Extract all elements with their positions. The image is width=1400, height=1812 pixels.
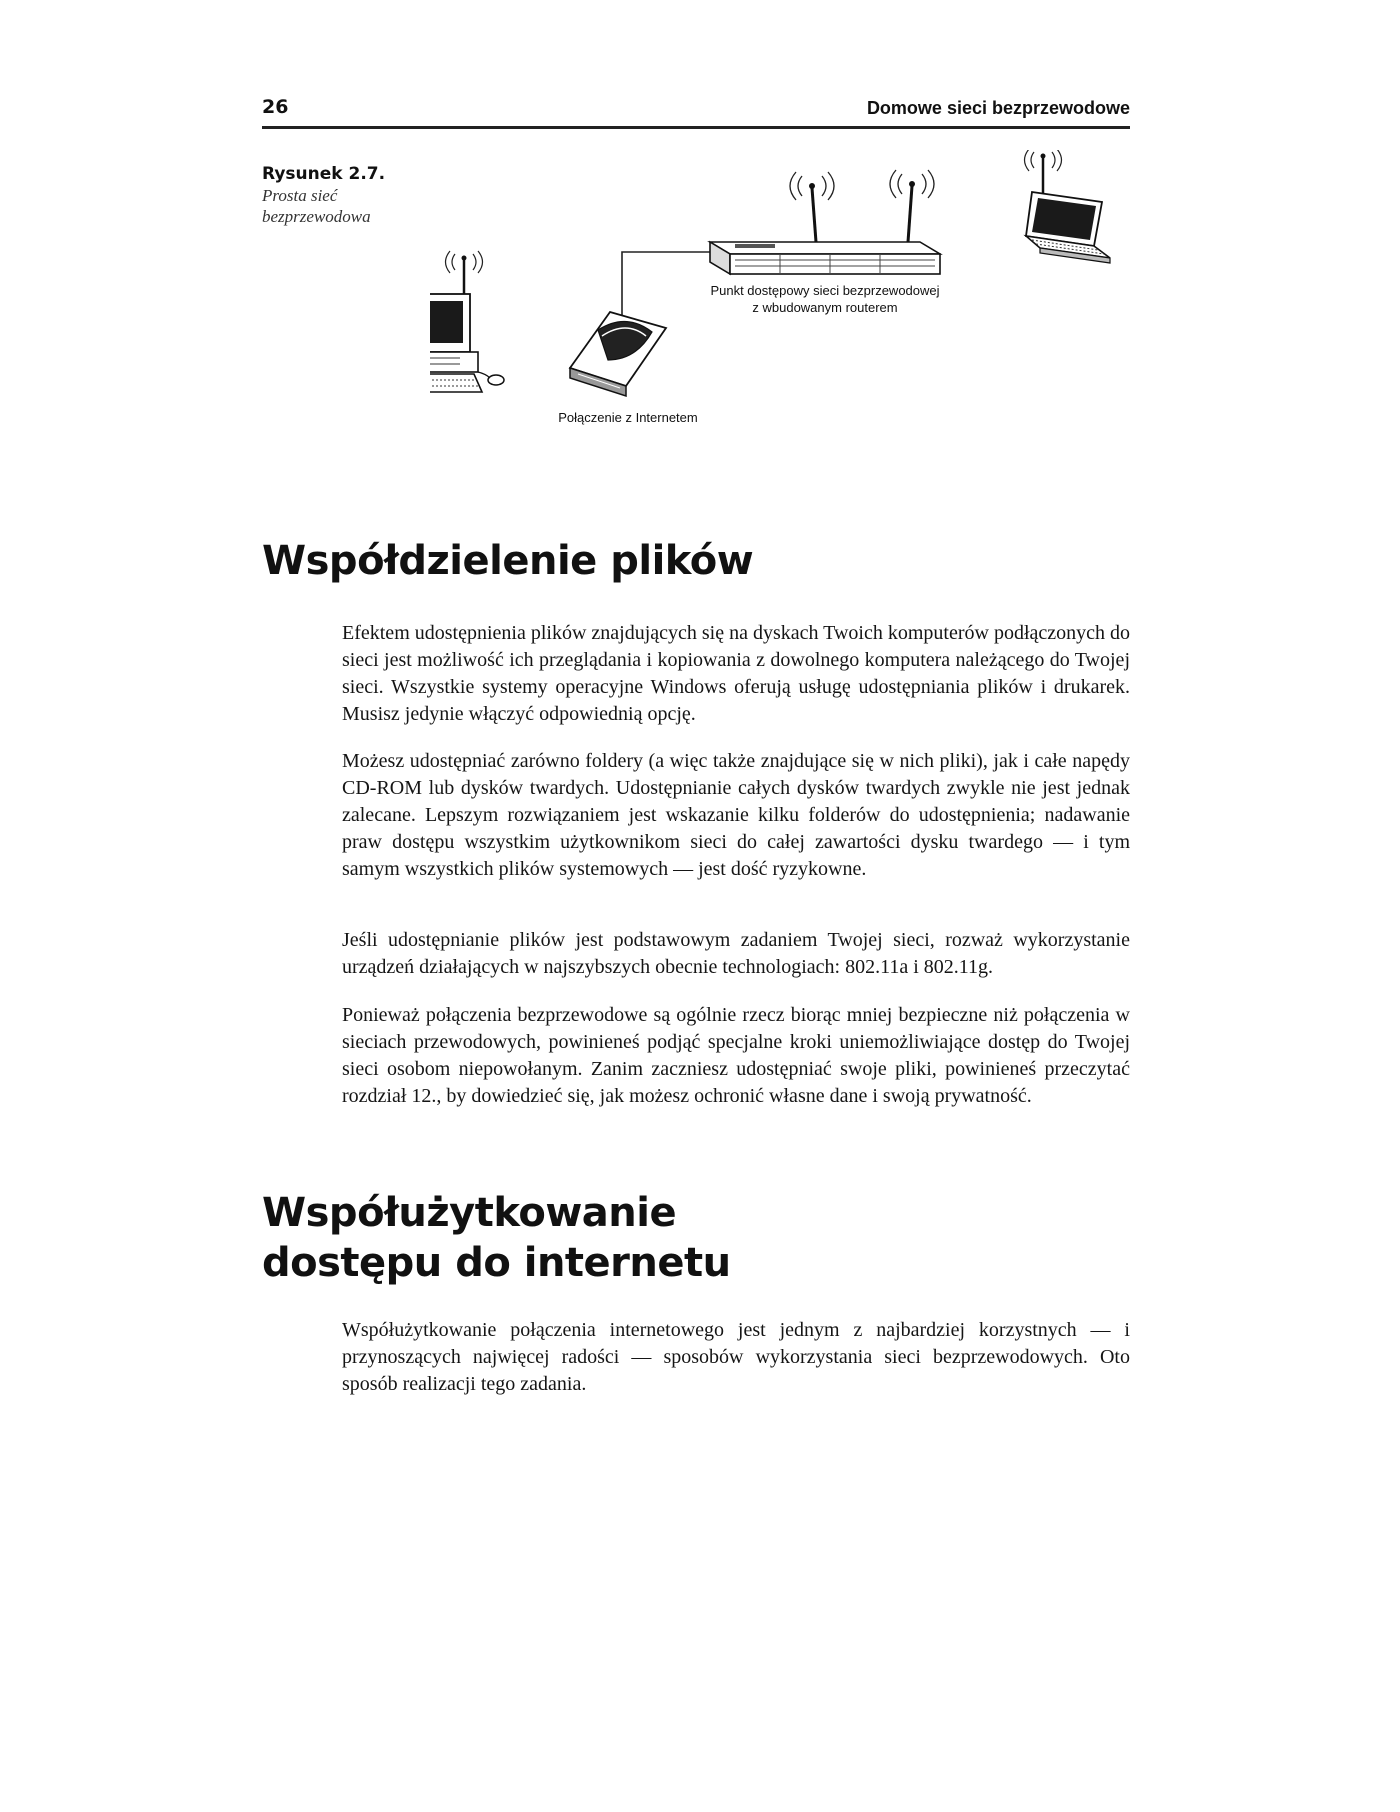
- figure-description: Prosta sieć bezprzewodowa: [262, 186, 371, 226]
- running-title: Domowe sieci bezprzewodowe: [866, 98, 1130, 118]
- page-header: [262, 96, 1130, 129]
- internet-connection-label: Połączenie z Internetem: [558, 410, 698, 425]
- section-heading-line1: Współużytkowanie: [262, 1190, 677, 1236]
- page-number: 26: [262, 96, 289, 118]
- paragraph-4: Ponieważ połączenia bezprzewodowe są ogólnie rzecz biorąc mniej bezpieczne niż połączenia w sieciach przewodowych, powinieneś podjąć specjalne kroki uniemożliwiające dostęp do Twojej sieci osobom niepowołanym. Zanim zaczniesz udostępniać swoje pliki, powinieneś przeczytać rozdział 12., by dowiedzieć się, jak możesz ochronić własne dane i swoją prywatność.: [342, 1004, 1130, 1107]
- paragraph-1: Efektem udostępnienia plików znajdujących się na dyskach Twoich komputerów podłączonych do sieci jest możliwość ich przeglądania i kopiowania z dowolnego komputera należącego do Twojej sieci. Wszystkie systemy operacyjne Windows oferują usługę udostępniania plików i drukarek. Musisz jedynie włączyć odpowiednią opcję.: [342, 622, 1131, 725]
- modem-icon: [570, 312, 666, 396]
- paragraph-2: Możesz udostępniać zarówno foldery (a więc także znajdujące się w nich pliki), jak i całe napędy CD-ROM lub dysków twardych. Udostępnianie całych dysków twardych zwykle nie jest jednak zalecane. Lepszym rozwiązaniem jest wskazanie kilku folderów do udostępnienia; nadawanie praw dostępu wszystkim użytkownikom sieci do całej zawartości dysku twardego — i tym samym wszystkich plików systemowych — jest dość ryzykowne.: [342, 750, 1130, 880]
- section-heading-internet-sharing: [262, 1188, 731, 1288]
- access-point-label-line1: Punkt dostępowy sieci bezprzewodowej: [710, 283, 940, 298]
- paragraph-3: Jeśli udostępnianie plików jest podstawowym zadaniem Twojej sieci, rozważ wykorzystanie urządzeń działających w najszybszych obecnie technologiach: 802.11a i 802.11g.: [342, 929, 1130, 978]
- access-point-router-icon: [710, 170, 940, 274]
- laptop-icon: [1025, 150, 1111, 263]
- desktop-computer-icon: [430, 251, 504, 392]
- access-point-label-line2: z wbudowanym routerem: [752, 300, 898, 315]
- figure-label: Rysunek 2.7.: [262, 164, 386, 184]
- paragraph-5: Współużytkowanie połączenia internetowego jest jednym z najbardziej korzystnych — i przynoszących najwięcej radości — sposobów wykorzystania sieci bezprzewodowych. Oto sposób realizacji tego zadania.: [342, 1319, 1130, 1395]
- figure-caption: [262, 163, 442, 227]
- section-heading-file-sharing: Współdzielenie plików: [262, 538, 754, 584]
- section-heading-line2: dostępu do internetu: [262, 1240, 731, 1286]
- network-diagram: [430, 150, 1130, 480]
